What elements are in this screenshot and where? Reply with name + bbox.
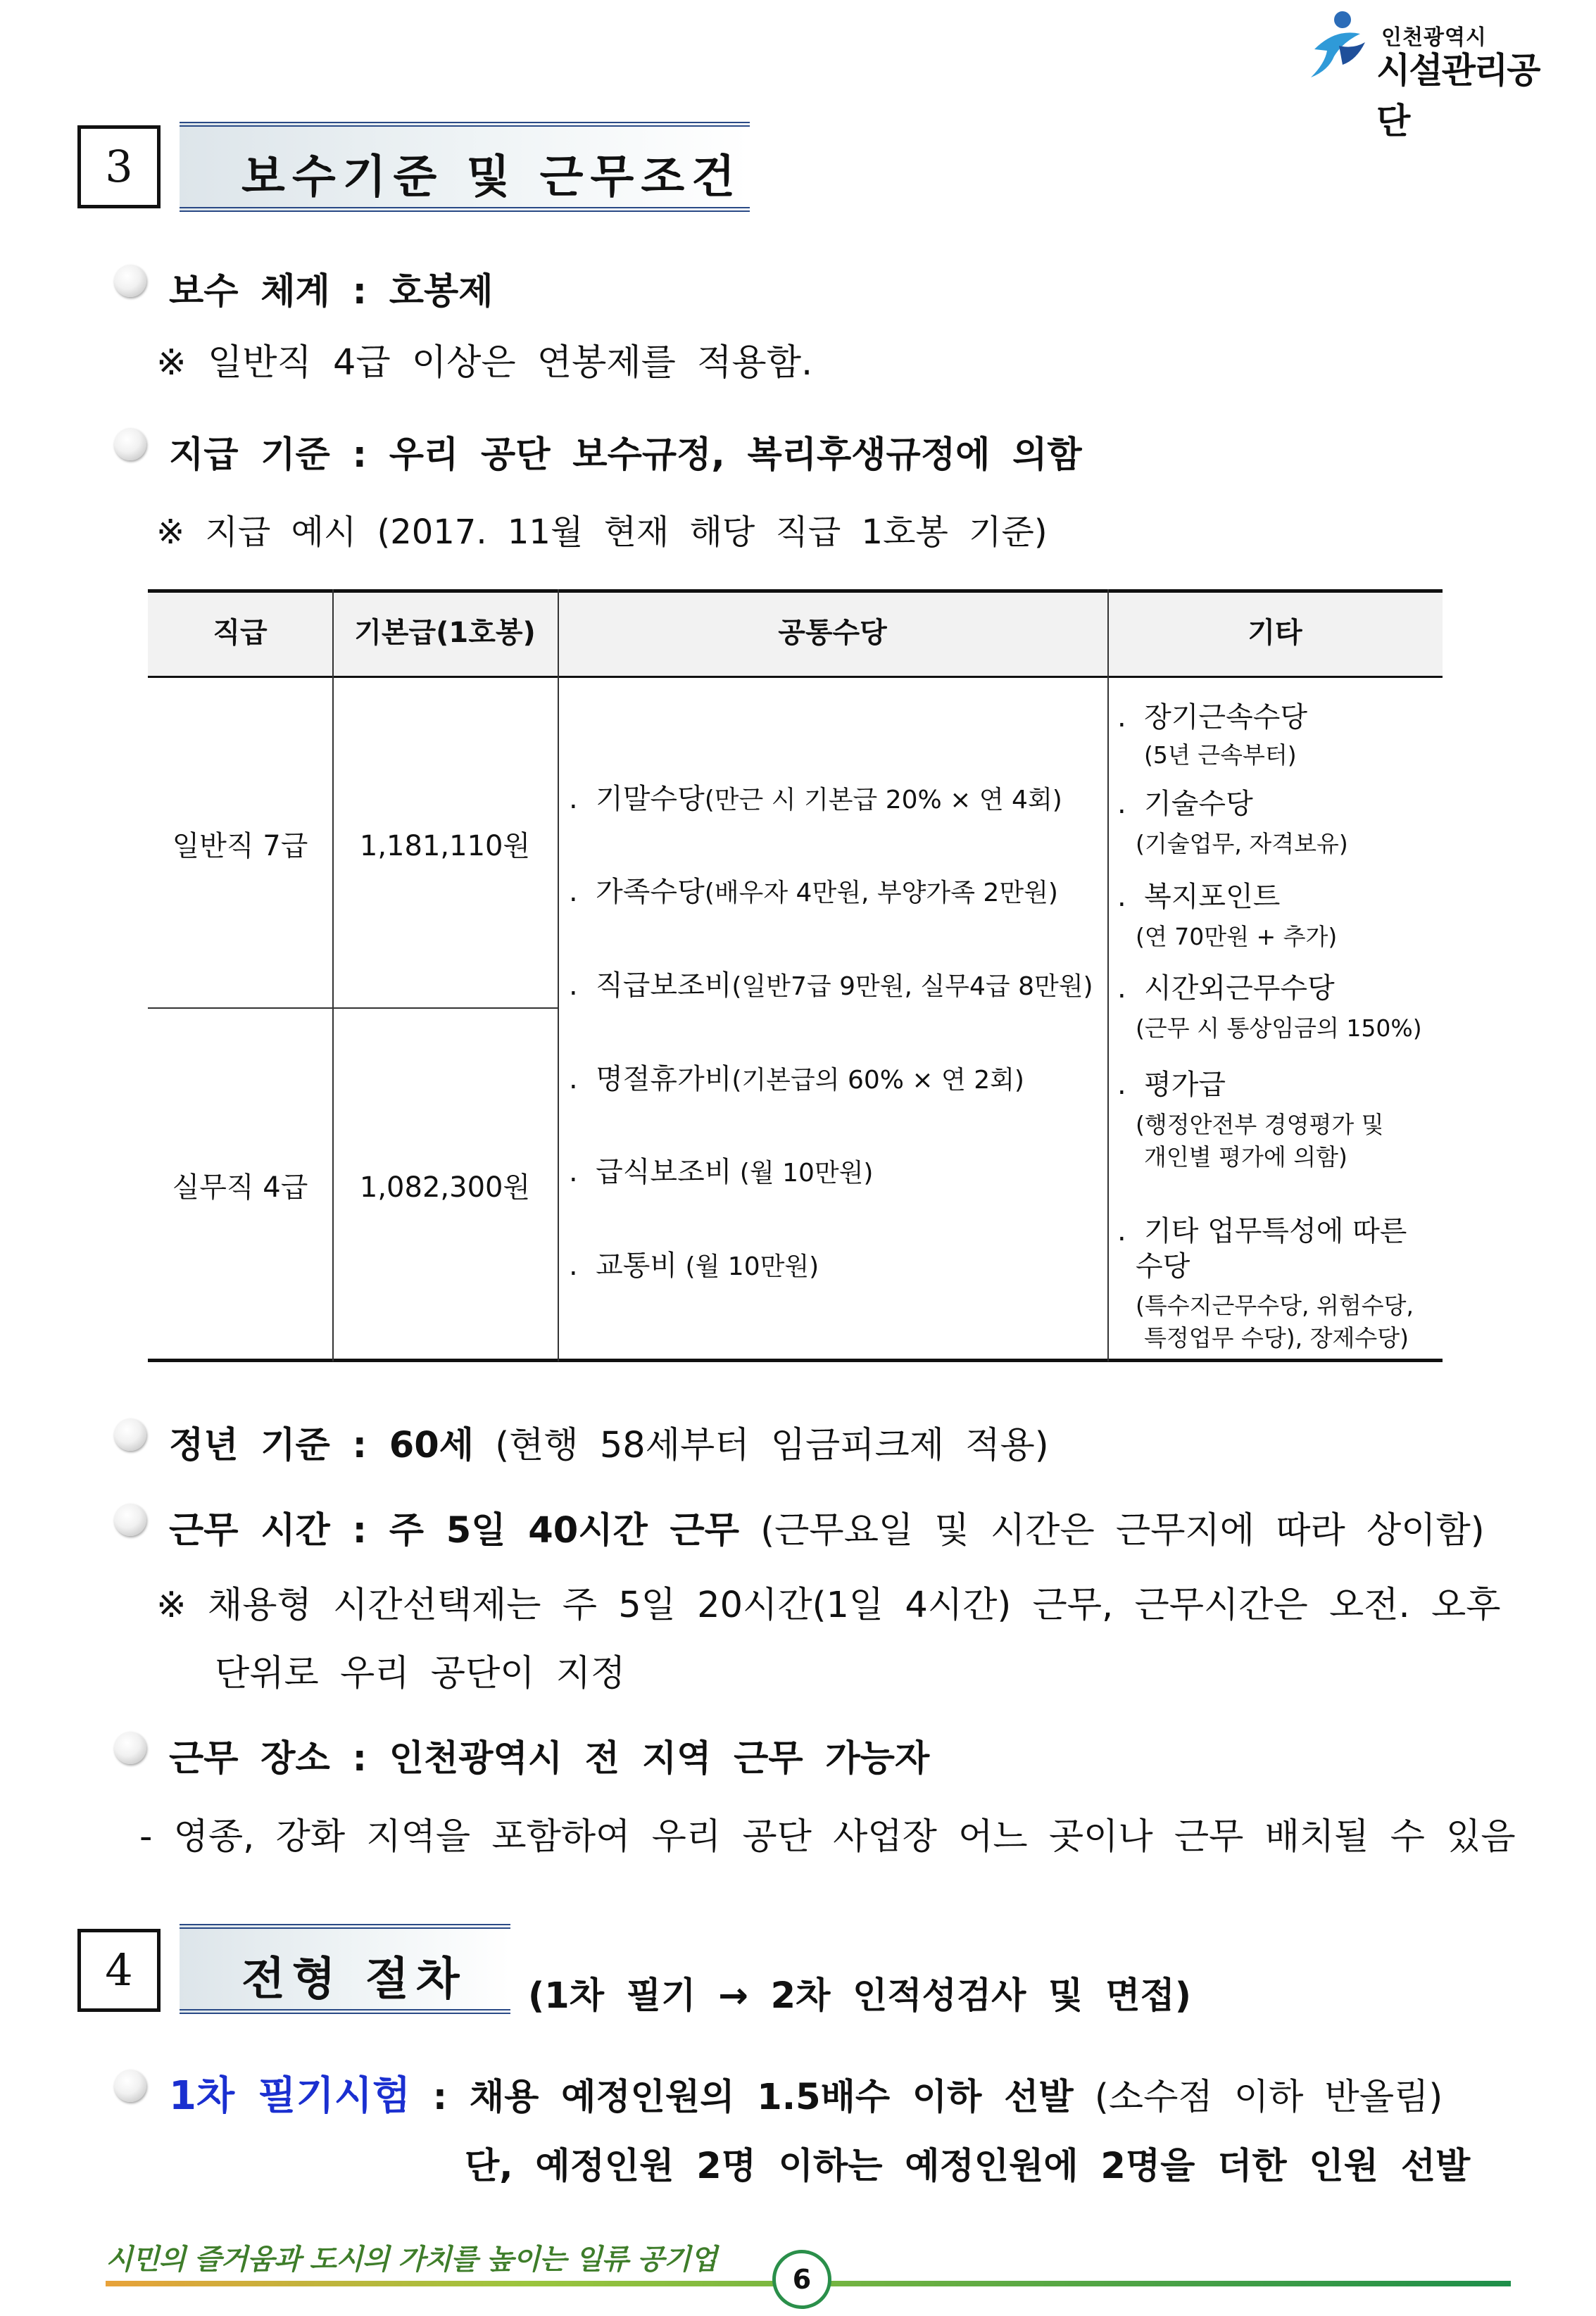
section-3-title bbox=[180, 122, 750, 212]
pay-system-label: 보수 체계 : 호봉제 bbox=[169, 271, 494, 313]
section-3-title-text: 보수기준 및 근무조건 bbox=[241, 151, 742, 203]
table-row-divider bbox=[148, 1007, 558, 1009]
bullet-icon bbox=[114, 1504, 146, 1536]
section-4-title-text: 전형 절차 bbox=[241, 1953, 467, 2006]
pay-basis-label: 지급 기준 : 우리 공단 보수규정, 복리후생규정에 의함 bbox=[169, 434, 1082, 476]
other-item-note: 개인별 평가에 의함) bbox=[1144, 1143, 1347, 1171]
work-hours-label: 근무 시간 : 주 5일 40시간 근무 bbox=[169, 1510, 740, 1552]
allowance-item: . 가족수당(배우자 4만원, 부양가족 2만원) bbox=[569, 876, 1058, 908]
table-header-grade: 직급 bbox=[213, 617, 268, 649]
other-item-cont: 수당 bbox=[1136, 1250, 1190, 1283]
other-item: . 기타 업무특성에 따른 bbox=[1117, 1215, 1407, 1247]
first-exam-colon: : bbox=[410, 2077, 470, 2118]
retirement-label: 정년 기준 : 60세 bbox=[169, 1425, 474, 1466]
section-4-number: 4 bbox=[77, 1929, 161, 2012]
table-cell-grade: 일반직 7급 bbox=[172, 830, 308, 862]
section-3-number: 3 bbox=[77, 125, 161, 208]
bullet-icon bbox=[114, 428, 146, 460]
work-hours-line bbox=[169, 1501, 1485, 1553]
table-header-other: 기타 bbox=[1248, 617, 1302, 649]
table-cell-base: 1,082,300원 bbox=[359, 1171, 531, 1204]
other-item: . 장기근속수당 bbox=[1117, 701, 1307, 734]
first-exam-desc: 채용 예정인원의 1.5배수 이하 선발 bbox=[469, 2077, 1074, 2118]
other-item-note: (5년 근속부터) bbox=[1144, 741, 1297, 769]
other-item: . 복지포인트 bbox=[1117, 881, 1281, 913]
other-item-note: (기술업무, 자격보유) bbox=[1136, 830, 1348, 857]
table-col-divider bbox=[558, 589, 559, 1361]
pay-table bbox=[148, 589, 1443, 1361]
pay-system-note: ※ 일반직 4급 이상은 연봉제를 적용함. bbox=[156, 342, 813, 384]
allowance-item: . 급식보조비 (월 10만원) bbox=[569, 1156, 874, 1188]
logo bbox=[1300, 7, 1568, 141]
other-item: . 시간외근무수당 bbox=[1117, 972, 1335, 1005]
other-item-note: (행정안전부 경영평가 및 bbox=[1136, 1111, 1384, 1138]
other-item-note: (특수지근무수당, 위험수당, bbox=[1136, 1292, 1414, 1319]
first-exam-label: 1차 필기시험 bbox=[169, 2073, 410, 2119]
section-4-subtitle: (1차 필기 → 2차 인적성검사 및 면접) bbox=[528, 1975, 1192, 2017]
table-cell-base: 1,181,110원 bbox=[359, 830, 531, 862]
allowance-item: . 직급보조비(일반7급 9만원, 실무4급 8만원) bbox=[569, 969, 1093, 1002]
table-col-divider bbox=[1107, 589, 1109, 1361]
table-col-divider bbox=[332, 589, 334, 1361]
other-item-note: (연 70만원 + 추가) bbox=[1136, 923, 1338, 950]
footer-slogan: 시민의 즐거움과 도시의 가치를 높이는 일류 공기업 bbox=[106, 2243, 717, 2276]
allowance-item: . 기말수당(만근 시 기본급 20% × 연 4회) bbox=[569, 783, 1062, 815]
work-hours-detail: (근무요일 및 시간은 근무지에 따라 상이함) bbox=[760, 1510, 1485, 1552]
logo-city: 인천광역시 bbox=[1381, 25, 1487, 50]
allowance-item: . 교통비 (월 10만원) bbox=[569, 1250, 819, 1282]
first-exam-paren: (소수점 이하 반올림) bbox=[1094, 2077, 1443, 2118]
work-place-label: 근무 장소 : 인천광역시 전 지역 근무 가능자 bbox=[169, 1738, 930, 1780]
work-place-note: - 영종, 강화 지역을 포함하여 우리 공단 사업장 어느 곳이나 근무 배치될 수 있음 bbox=[139, 1816, 1516, 1858]
work-hours-note-cont: 단위로 우리 공단이 지정 bbox=[215, 1653, 626, 1694]
bullet-icon bbox=[114, 265, 146, 297]
other-item-note: (근무 시 통상임금의 150%) bbox=[1136, 1014, 1422, 1042]
work-hours-note: ※ 채용형 시간선택제는 주 5일 20시간(1일 4시간) 근무, 근무시간은 오전. 오후 bbox=[156, 1585, 1501, 1626]
section-4-title bbox=[180, 1924, 510, 2014]
other-item-note: 특정업무 수당), 장제수당) bbox=[1144, 1324, 1409, 1352]
logo-mark-icon bbox=[1300, 7, 1378, 84]
pay-basis-note: ※ 지급 예시 (2017. 11월 현재 해당 직급 1호봉 기준) bbox=[156, 512, 1048, 552]
retirement-line bbox=[169, 1416, 1049, 1468]
first-exam-line2: 단, 예정인원 2명 이하는 예정인원에 2명을 더한 인원 선발 bbox=[465, 2146, 1471, 2187]
logo-org: 시설관리공단 bbox=[1376, 50, 1540, 141]
allowance-item: . 명절휴가비(기본급의 60% × 연 2회) bbox=[569, 1063, 1024, 1095]
other-item: . 평가급 bbox=[1117, 1069, 1226, 1101]
page-number: 6 bbox=[772, 2250, 831, 2309]
first-exam-line bbox=[169, 2065, 1443, 2121]
other-item: . 기술수당 bbox=[1117, 788, 1253, 820]
table-bottom-border bbox=[148, 1359, 1443, 1362]
retirement-detail: (현행 58세부터 임금피크제 적용) bbox=[495, 1425, 1049, 1466]
table-header-base: 기본급(1호봉) bbox=[354, 617, 536, 649]
table-cell-grade: 실무직 4급 bbox=[172, 1171, 308, 1204]
bullet-icon bbox=[114, 1732, 146, 1764]
bullet-icon bbox=[114, 1418, 146, 1451]
bullet-icon bbox=[114, 2070, 146, 2102]
table-header-common: 공통수당 bbox=[778, 617, 887, 649]
